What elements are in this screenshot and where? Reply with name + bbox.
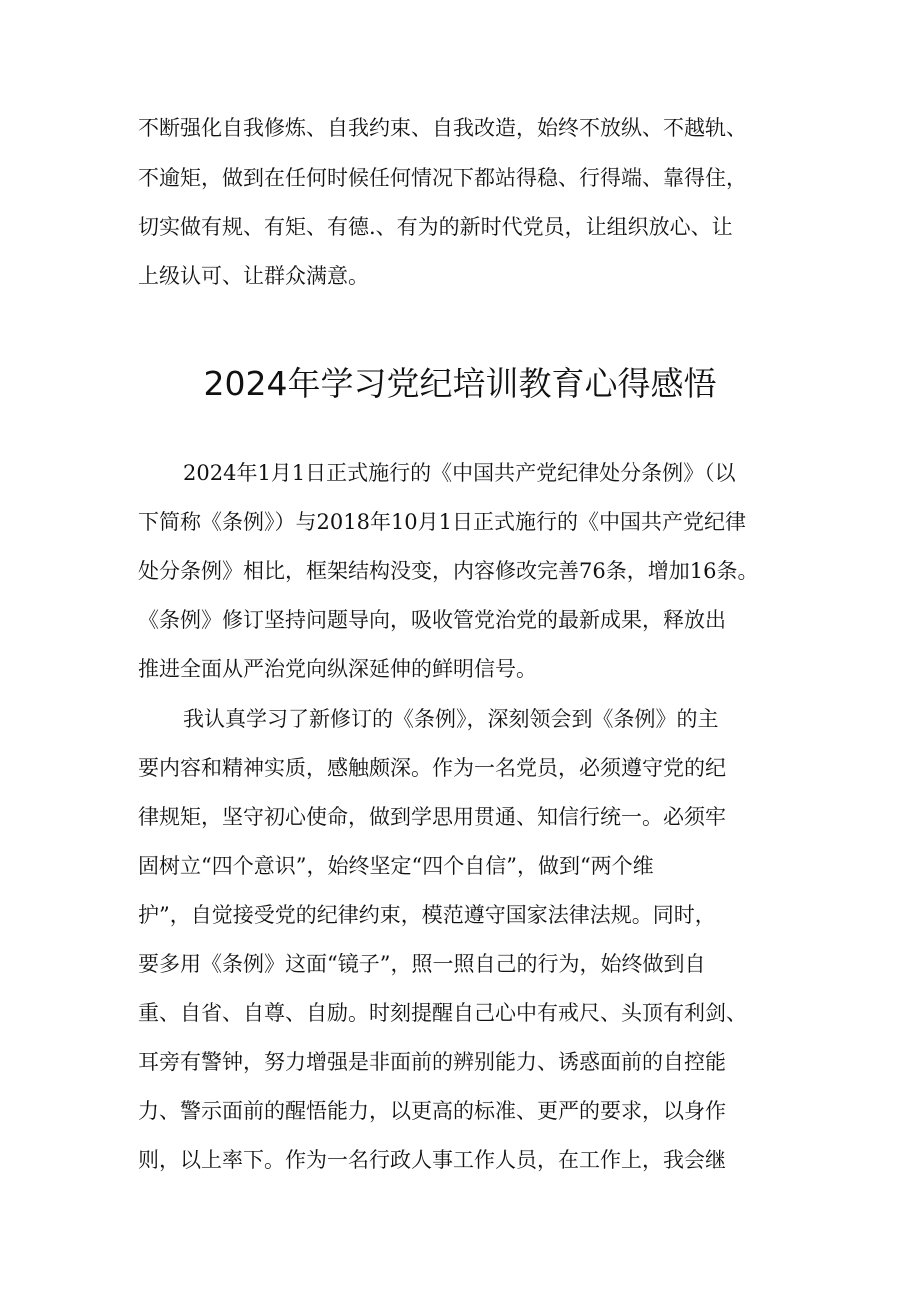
- paragraph1-line-4: 《条例》修订坚持问题导向，吸收管党治党的最新成果，释放出: [138, 608, 726, 632]
- paragraph1-line-3: 处分条例》相比，框架结构没变，内容修改完善76条，增加16条。: [138, 559, 759, 583]
- paragraph2-line-7: 重、自省、自尊、自励。时刻提醒自己心中有戒尺、头顶有利剑、: [138, 1001, 747, 1025]
- paragraph2-line-5: 护”，自觉接受党的纪律约束，模范遵守国家法律法规。同时，: [138, 903, 716, 927]
- paragraph2-line-10: 则，以上率下。作为一名行政人事工作人员，在工作上，我会继: [138, 1148, 726, 1172]
- paragraph2-line-4: 固树立“四个意识”，始终坚定“四个自信”，做到“两个维: [138, 854, 654, 878]
- paragraph2-line-6: 要多用《条例》这面“镜子”，照一照自己的行为，始终做到自: [138, 952, 706, 976]
- paragraph1-line-2: 下简称《条例》）与2018年10月1日正式施行的《中国共产党纪律: [138, 510, 747, 534]
- paragraph2-line-1: 我认真学习了新修订的《条例》，深刻领会到《条例》的主: [183, 707, 719, 731]
- paragraph2-line-8: 耳旁有警钟，努力增强是非面前的辨别能力、诱惑面前的自控能: [138, 1050, 726, 1074]
- intro-line-4: 上级认可、让群众满意。: [138, 264, 369, 288]
- paragraph2-line-3: 律规矩，坚守初心使命，做到学思用贯通、知信行统一。必须牢: [138, 805, 726, 829]
- paragraph1-line-1: 2024年1月1日正式施行的《中国共产党纪律处分条例》（以: [183, 461, 736, 485]
- intro-line-3: 切实做有规、有矩、有德.、有为的新时代党员，让组织放心、让: [138, 215, 733, 239]
- paragraph2-line-2: 要内容和精神实质，感触颇深。作为一名党员，必须遵守党的纪: [138, 756, 726, 780]
- paragraph2-line-9: 力、警示面前的醒悟能力，以更高的标准、更严的要求，以身作: [138, 1099, 726, 1123]
- paragraph1-line-5: 推进全面从严治党向纵深延伸的鲜明信号。: [138, 657, 537, 681]
- intro-line-2: 不逾矩，做到在任何时候任何情况下都站得稳、行得端、靠得住，: [138, 166, 747, 190]
- document-title: 2024年学习党纪培训教育心得感悟: [203, 364, 717, 403]
- intro-line-1: 不断强化自我修炼、自我约束、自我改造，始终不放纵、不越轨、: [138, 116, 747, 140]
